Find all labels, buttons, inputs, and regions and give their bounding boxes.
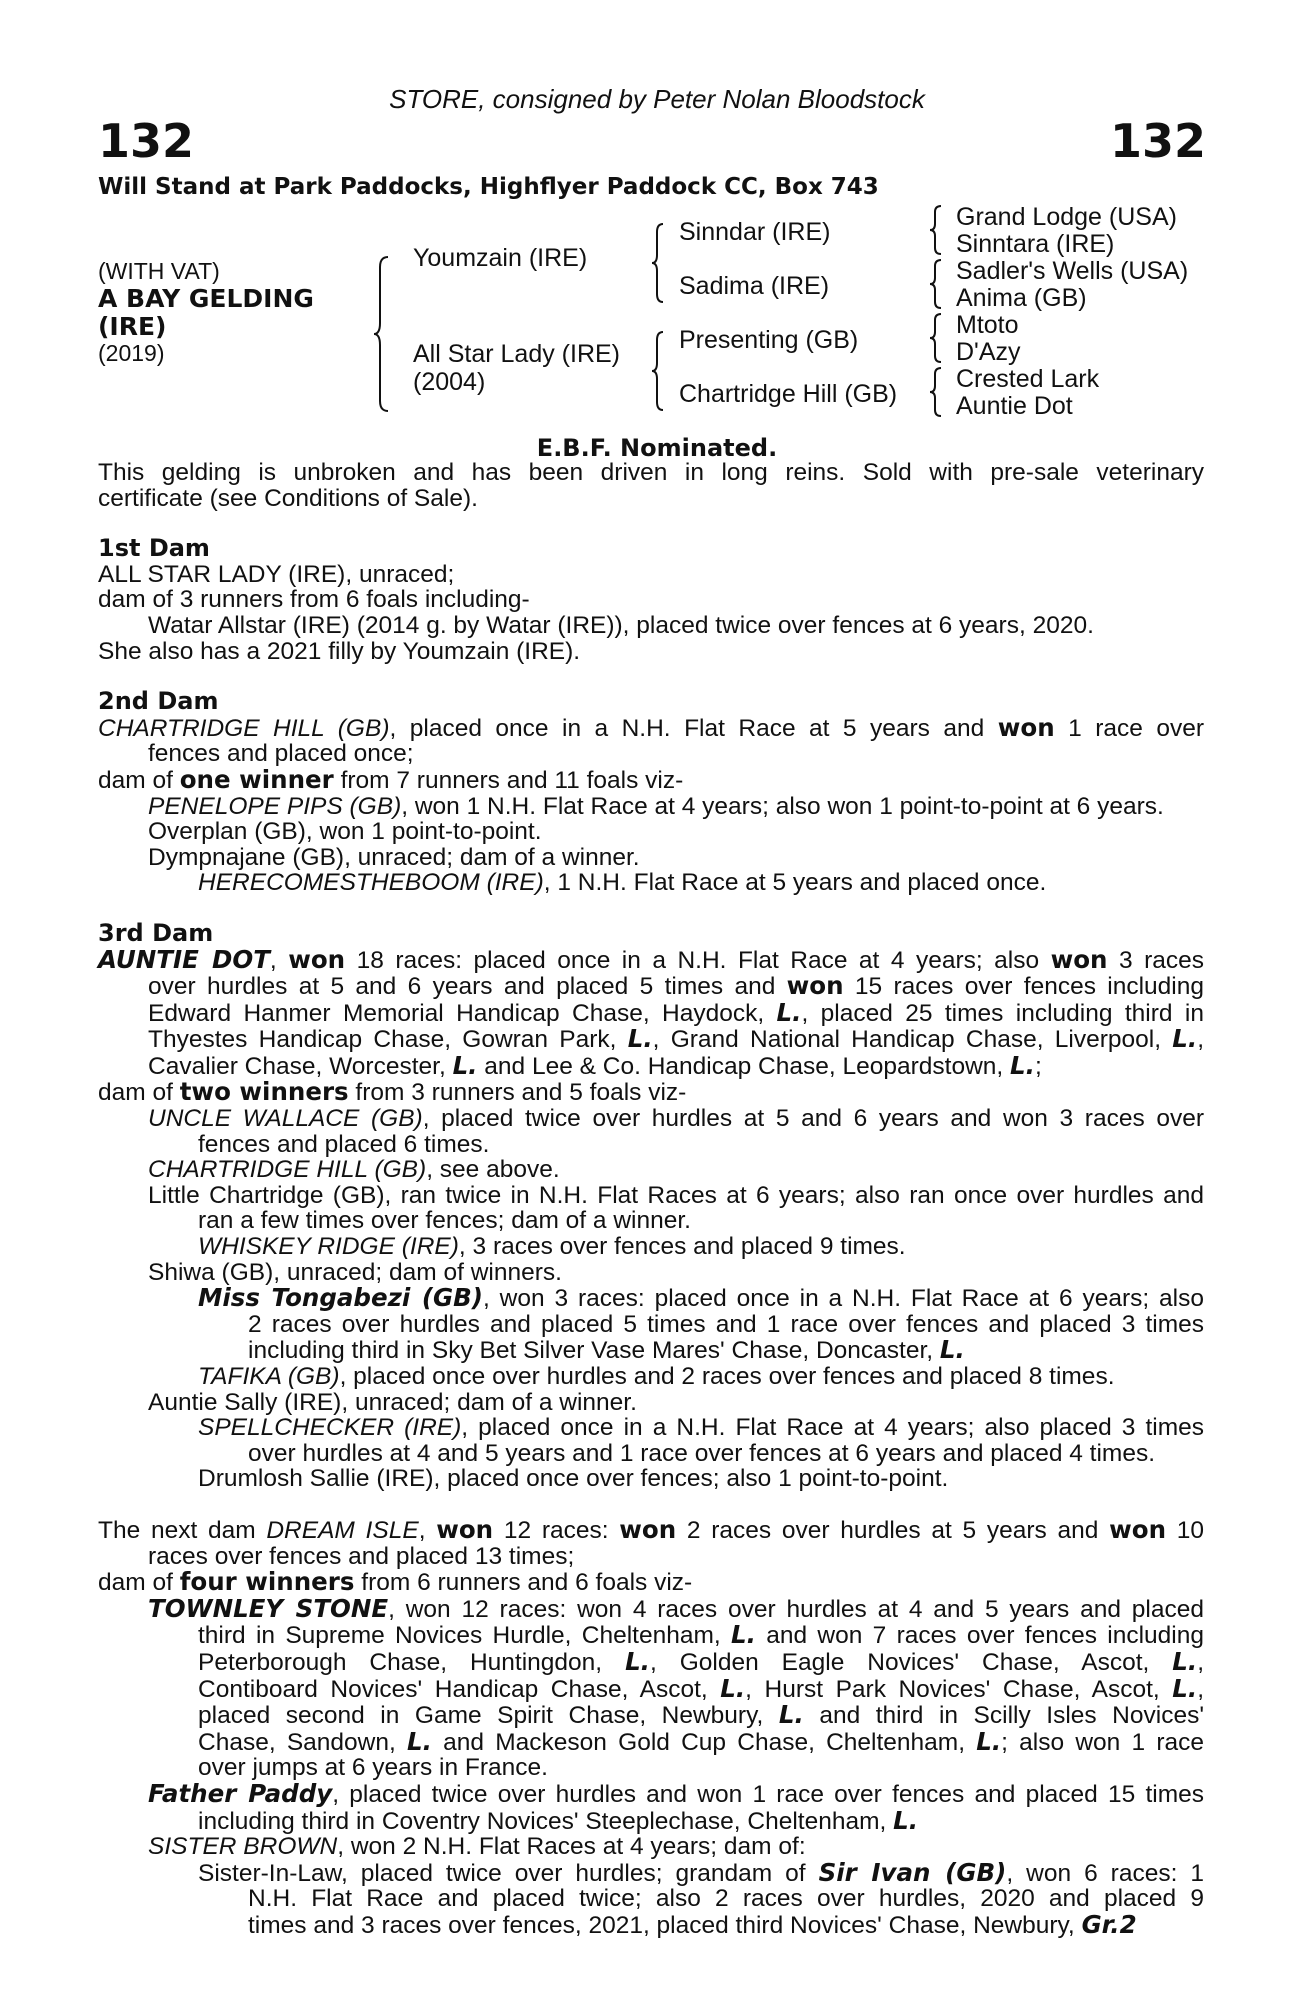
pedigree-gen3-6: D'Azy: [956, 338, 1021, 366]
stand-location: Will Stand at Park Paddocks, Highflyer Paddock CC, Box 743: [98, 174, 879, 200]
second-dam-progeny-2: Overplan (GB), won 1 point-to-point.: [148, 818, 542, 846]
pedigree-gen3-8: Auntie Dot: [956, 392, 1073, 420]
third-dam-line-4: Thyestes Handicap Chase, Gowran Park, L., Grand National Handicap Chase, Liverpool, L.,: [148, 1024, 1204, 1054]
horse-origin: (IRE): [98, 312, 167, 341]
pedigree-sire-sire: Sinndar (IRE): [679, 218, 831, 246]
first-dam-heading: 1st Dam: [98, 534, 210, 563]
second-dam-line-1: CHARTRIDGE HILL (GB), placed once in a N.H. Flat Race at 5 years and won 1 race over: [98, 712, 1204, 742]
first-dam-produce: dam of 3 runners from 6 foals including-: [98, 586, 530, 614]
pedigree-brace-g3-2: [928, 258, 944, 310]
second-dam-progeny-4: HERECOMESTHEBOOM (IRE), 1 N.H. Flat Race at 5 years and placed once.: [198, 869, 1047, 897]
pedigree-gen3-4: Anima (GB): [956, 284, 1087, 312]
pedigree-dam-sire: Presenting (GB): [679, 326, 859, 354]
third-dam-progeny-whiskey-ridge: WHISKEY RIDGE (IRE), 3 races over fences and placed 9 times.: [198, 1233, 906, 1261]
pedigree-dam: All Star Lady (IRE): [413, 340, 621, 368]
next-dam-progeny-father-paddy: Father Paddy, placed twice over hurdles and won 1 race over fences and placed 15 times: [148, 1778, 1204, 1808]
first-dam-runner: Watar Allstar (IRE) (2014 g. by Watar (IRE)), placed twice over fences at 6 years, 2020.: [148, 611, 1094, 639]
horse-description: A BAY GELDING: [98, 284, 314, 313]
next-dam-progeny-townley-stone-3: Peterborough Chase, Huntingdon, L., Golden Eagle Novices' Chase, Ascot, L.,: [198, 1646, 1205, 1676]
first-dam-note: She also has a 2021 filly by Youmzain (IRE).: [98, 637, 581, 665]
pedigree-sire-dam: Sadima (IRE): [679, 272, 830, 300]
third-dam-progeny-shiwa: Shiwa (GB), unraced; dam of winners.: [148, 1258, 562, 1286]
third-dam-progeny-spellchecker-2: over hurdles at 4 and 5 years and 1 race over fences at 6 years and placed 4 times.: [248, 1439, 1156, 1467]
second-dam-heading: 2nd Dam: [98, 687, 219, 716]
pedigree-gen3-1: Grand Lodge (USA): [956, 203, 1177, 231]
third-dam-progeny-uncle-wallace-2: fences and placed 6 times.: [198, 1130, 490, 1158]
next-dam-line-2: races over fences and placed 13 times;: [148, 1542, 575, 1570]
second-dam-line-2: fences and placed once;: [148, 740, 414, 768]
first-dam-line: ALL STAR LADY (IRE), unraced;: [98, 560, 455, 588]
third-dam-progeny-chartridge-hill: CHARTRIDGE HILL (GB), see above.: [148, 1156, 560, 1184]
next-dam-progeny-townley-stone-5: placed second in Game Spirit Chase, Newbury, L. and third in Scilly Isles Novices': [198, 1700, 1204, 1730]
third-dam-progeny-tafika: TAFIKA (GB), placed once over hurdles and 2 races over fences and placed 8 times.: [198, 1363, 1115, 1390]
horse-year: (2019): [98, 340, 165, 366]
third-dam-heading: 3rd Dam: [98, 918, 214, 947]
second-dam-progeny-1: PENELOPE PIPS (GB), won 1 N.H. Flat Race at 4 years; also won 1 point-to-point at 6 years.: [148, 792, 1164, 820]
third-dam-progeny-auntie-sally: Auntie Sally (IRE), unraced; dam of a winner.: [148, 1388, 637, 1416]
third-dam-progeny-little-chartridge: Little Chartridge (GB), ran twice in N.H. Flat Races at 6 years; also ran once over hurdles and: [148, 1181, 1204, 1209]
pedigree-sire: Youmzain (IRE): [413, 244, 588, 272]
pedigree-brace-g3-3: [928, 312, 944, 364]
third-dam-progeny-drumlosh-sallie: Drumlosh Sallie (IRE), placed once over fences; also 1 point-to-point.: [198, 1465, 949, 1493]
next-dam-progeny-townley-stone-6: Chase, Sandown, L. and Mackeson Gold Cup Chase, Cheltenham, L.; also won 1 race: [198, 1726, 1204, 1756]
next-dam-progeny-father-paddy-2: including third in Coventry Novices' Steeplechase, Cheltenham, L.: [198, 1805, 919, 1835]
second-dam-progeny-3: Dympnajane (GB), unraced; dam of a winner.: [148, 843, 640, 871]
second-dam-produce: dam of one winner from 7 runners and 11 foals viz-: [98, 764, 684, 794]
next-dam-progeny-sister-in-law-2: N.H. Flat Race and placed twice; also 2 races over hurdles, 2020 and placed 9: [248, 1885, 1204, 1913]
next-dam-progeny-townley-stone: TOWNLEY STONE, won 12 races: won 4 races over hurdles at 4 and 5 years and placed: [148, 1593, 1204, 1623]
third-dam-progeny-spellchecker: SPELLCHECKER (IRE), placed once in a N.H. Flat Race at 4 years; also placed 3 times: [198, 1414, 1205, 1442]
pedigree-dam-dam: Chartridge Hill (GB): [679, 380, 898, 408]
pedigree-gen3-7: Crested Lark: [956, 365, 1100, 393]
third-dam-progeny-little-chartridge-2: ran a few times over fences; dam of a winner.: [198, 1207, 691, 1235]
next-dam-progeny-sister-in-law-3: times and 3 races over fences, 2021, placed third Novices' Chase, Newbury, Gr.2: [248, 1909, 1137, 1939]
pedigree-dam-year: (2004): [413, 368, 486, 396]
next-dam-progeny-sister-in-law: Sister-In-Law, placed twice over hurdles; grandam of Sir Ivan (GB), won 6 races: 1: [198, 1857, 1204, 1887]
pedigree-brace-dam: [650, 330, 666, 412]
pedigree-brace-main: [372, 255, 392, 413]
intro-line-1: This gelding is unbroken and has been driven in long reins. Sold with pre-sale veterinary: [98, 459, 1204, 486]
intro-line-2: certificate (see Conditions of Sale).: [98, 484, 478, 512]
third-dam-progeny-uncle-wallace: UNCLE WALLACE (GB), placed twice over hurdles at 5 and 6 years and won 3 races over: [148, 1105, 1205, 1133]
next-dam-produce: dam of four winners from 6 runners and 6 foals viz-: [98, 1567, 693, 1597]
lot-number-left: 132: [98, 114, 195, 168]
third-dam-line-3: Edward Hanmer Memorial Handicap Chase, Haydock, L., placed 25 times including third in: [148, 997, 1204, 1027]
pedigree-gen3-5: Mtoto: [956, 311, 1019, 339]
ebf-nominated: E.B.F. Nominated.: [536, 434, 778, 462]
third-dam-line-5: Cavalier Chase, Worcester, L. and Lee & Co. Handicap Chase, Leopardstown, L.;: [148, 1050, 1042, 1080]
catalogue-body: [98, 460, 1204, 1938]
lot-number-right: 132: [1109, 114, 1206, 168]
next-dam-progeny-townley-stone-7: over jumps at 6 years in France.: [198, 1754, 548, 1782]
next-dam-progeny-townley-stone-4: Contiboard Novices' Handicap Chase, Ascot, L., Hurst Park Novices' Chase, Ascot, L.,: [198, 1673, 1205, 1703]
third-dam-line-1: AUNTIE DOT, won 18 races: placed once in a N.H. Flat Race at 4 years; also won 3 races: [98, 944, 1204, 974]
pedigree-brace-g3-1: [928, 204, 944, 256]
third-dam-line-2: over hurdles at 5 and 6 years and placed 5 times and won 15 races over fences including: [148, 971, 1205, 1001]
third-dam-progeny-miss-tongabezi-2: 2 races over hurdles and placed 5 times and 1 race over fences and placed 3 times: [248, 1310, 1204, 1338]
next-dam-progeny-sister-brown: SISTER BROWN, won 2 N.H. Flat Races at 4 years; dam of:: [148, 1833, 806, 1861]
pedigree-gen3-3: Sadler's Wells (USA): [956, 257, 1189, 285]
next-dam-line-1: The next dam DREAM ISLE, won 12 races: won 2 races over hurdles at 5 years and won 10: [98, 1514, 1205, 1544]
pedigree-brace-sire: [650, 222, 666, 304]
pedigree-brace-g3-4: [928, 366, 944, 418]
pedigree-gen3-2: Sinntara (IRE): [956, 230, 1115, 258]
third-dam-progeny-miss-tongabezi: Miss Tongabezi (GB), won 3 races: placed once in a N.H. Flat Race at 6 years; also: [198, 1283, 1204, 1313]
consignment-line: STORE, consigned by Peter Nolan Bloodstock: [389, 84, 925, 114]
third-dam-produce: dam of two winners from 3 runners and 5 foals viz-: [98, 1077, 687, 1107]
third-dam-progeny-miss-tongabezi-3: including third in Sky Bet Silver Vase Mares' Chase, Doncaster, L.: [248, 1335, 965, 1365]
vat-label: (WITH VAT): [98, 258, 220, 284]
next-dam-progeny-townley-stone-2: third in Supreme Novices Hurdle, Cheltenham, L. and won 7 races over fences including: [198, 1620, 1204, 1650]
